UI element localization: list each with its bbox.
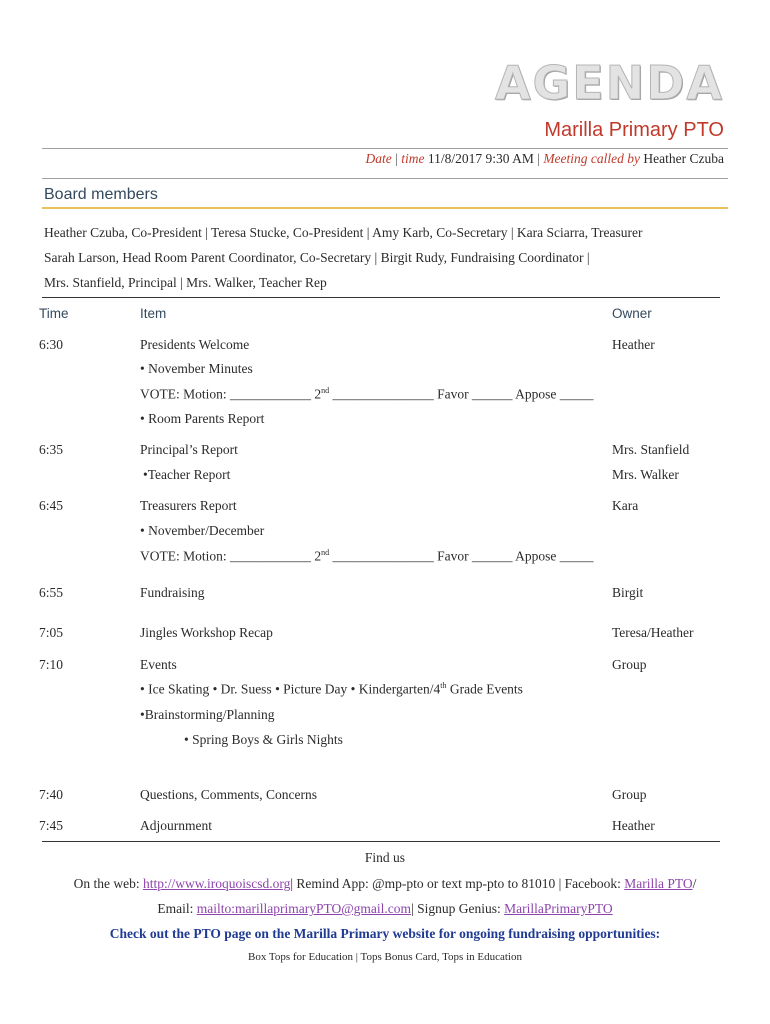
called-by-value: Heather Czuba <box>643 151 724 166</box>
header-time: Time <box>39 306 69 321</box>
fundraising-callout: Check out the PTO page on the Marilla Primary website for ongoing fundraising opportunities: <box>109 926 661 941</box>
owner-cell: Group <box>612 787 647 802</box>
item-cell: Adjournment <box>140 818 212 833</box>
events-text: • Ice Skating • Dr. Suess • Picture Day • Kindergarten/4 <box>140 681 441 697</box>
time-cell: 6:55 <box>39 585 64 600</box>
signup-genius-link[interactable]: MarillaPrimaryPTO <box>504 901 613 916</box>
table-top-rule <box>42 297 720 298</box>
separator: | <box>391 151 402 166</box>
vote-text: VOTE: Motion: ____________ 2 <box>140 548 322 564</box>
facebook-link[interactable]: Marilla PTO <box>624 876 693 891</box>
item-cell: Questions, Comments, Concerns <box>140 787 317 802</box>
vote-sup: nd <box>321 548 330 557</box>
date-time-value: 11/8/2017 9:30 AM <box>427 151 534 166</box>
vote-line <box>140 548 594 565</box>
owner-cell: Birgit <box>612 585 644 600</box>
vote-sup: nd <box>321 386 330 395</box>
vote-line <box>140 386 594 403</box>
item-cell: • Spring Boys & Girls Nights <box>184 732 343 747</box>
meeting-meta <box>366 151 724 167</box>
time-cell: 6:30 <box>39 337 64 352</box>
owner-cell: Heather <box>612 337 655 352</box>
header-divider <box>42 148 728 149</box>
signup-label: | Signup Genius: <box>411 901 505 916</box>
item-cell: Principal’s Report <box>140 442 238 457</box>
header-item: Item <box>140 306 167 321</box>
events-text: Grade Events <box>446 681 523 697</box>
events-sup: th <box>440 681 447 690</box>
meta-divider <box>42 178 728 179</box>
date-label: Date <box>365 151 392 166</box>
separator: | <box>533 151 544 166</box>
called-by-label: Meeting called by <box>543 151 641 166</box>
time-label: time <box>401 151 425 166</box>
vote-text: _______________ Favor ______ Appose _____ <box>329 386 594 402</box>
find-us-heading: Find us <box>364 850 406 865</box>
time-cell: 7:40 <box>39 787 64 802</box>
footer-web-line <box>0 876 770 892</box>
board-line: Sarah Larson, Head Room Parent Coordinator, Co-Secretary | Birgit Rudy, Fundraising Coordinator | <box>44 250 590 265</box>
item-cell: •Teacher Report <box>143 467 231 482</box>
owner-cell: Kara <box>612 498 639 513</box>
web-label: On the web: <box>73 876 143 891</box>
header-owner: Owner <box>612 306 652 321</box>
time-cell: 7:05 <box>39 625 64 640</box>
board-line: Mrs. Stanfield, Principal | Mrs. Walker, Teacher Rep <box>44 275 327 290</box>
email-link[interactable]: mailto:marillaprimaryPTO@gmail.com <box>196 901 412 916</box>
remind-text: | Remind App: @mp-pto or text mp-pto to 81010 | Facebook: <box>290 876 625 891</box>
item-cell: Jingles Workshop Recap <box>140 625 273 640</box>
item-cell: • November Minutes <box>140 361 253 376</box>
slash: / <box>692 876 697 891</box>
box-tops-note: Box Tops for Education | Tops Bonus Card, Tops in Education <box>248 951 522 963</box>
time-cell: 6:35 <box>39 442 64 457</box>
website-link[interactable]: http://www.iroquoiscsd.org <box>142 876 291 891</box>
owner-cell: Group <box>612 657 647 672</box>
board-members-heading: Board members <box>44 186 158 203</box>
item-cell: Treasurers Report <box>140 498 237 513</box>
organization-name: Marilla Primary PTO <box>544 119 724 141</box>
time-cell: 7:45 <box>39 818 64 833</box>
item-cell: Fundraising <box>140 585 205 600</box>
time-cell: 7:10 <box>39 657 64 672</box>
events-line <box>140 681 523 698</box>
item-cell: • November/December <box>140 523 265 538</box>
owner-cell: Mrs. Walker <box>612 467 679 482</box>
time-cell: 6:45 <box>39 498 64 513</box>
owner-cell: Teresa/Heather <box>612 625 694 640</box>
agenda-title: AGENDA <box>494 56 724 110</box>
board-line: Heather Czuba, Co-President | Teresa Stucke, Co-President | Amy Karb, Co-Secretary | Kara Sciarra, Treasurer <box>44 225 643 240</box>
table-bottom-rule <box>42 841 720 842</box>
item-cell: •Brainstorming/Planning <box>140 707 275 722</box>
vote-text: _______________ Favor ______ Appose _____ <box>329 548 594 564</box>
owner-cell: Mrs. Stanfield <box>612 442 690 457</box>
item-cell: • Room Parents Report <box>140 411 265 426</box>
item-cell: Events <box>140 657 177 672</box>
board-heading-rule <box>42 207 728 209</box>
vote-text: VOTE: Motion: ____________ 2 <box>140 386 322 402</box>
owner-cell: Heather <box>612 818 655 833</box>
item-cell: Presidents Welcome <box>140 337 250 352</box>
footer-email-line <box>0 901 770 917</box>
email-label: Email: <box>157 901 197 916</box>
